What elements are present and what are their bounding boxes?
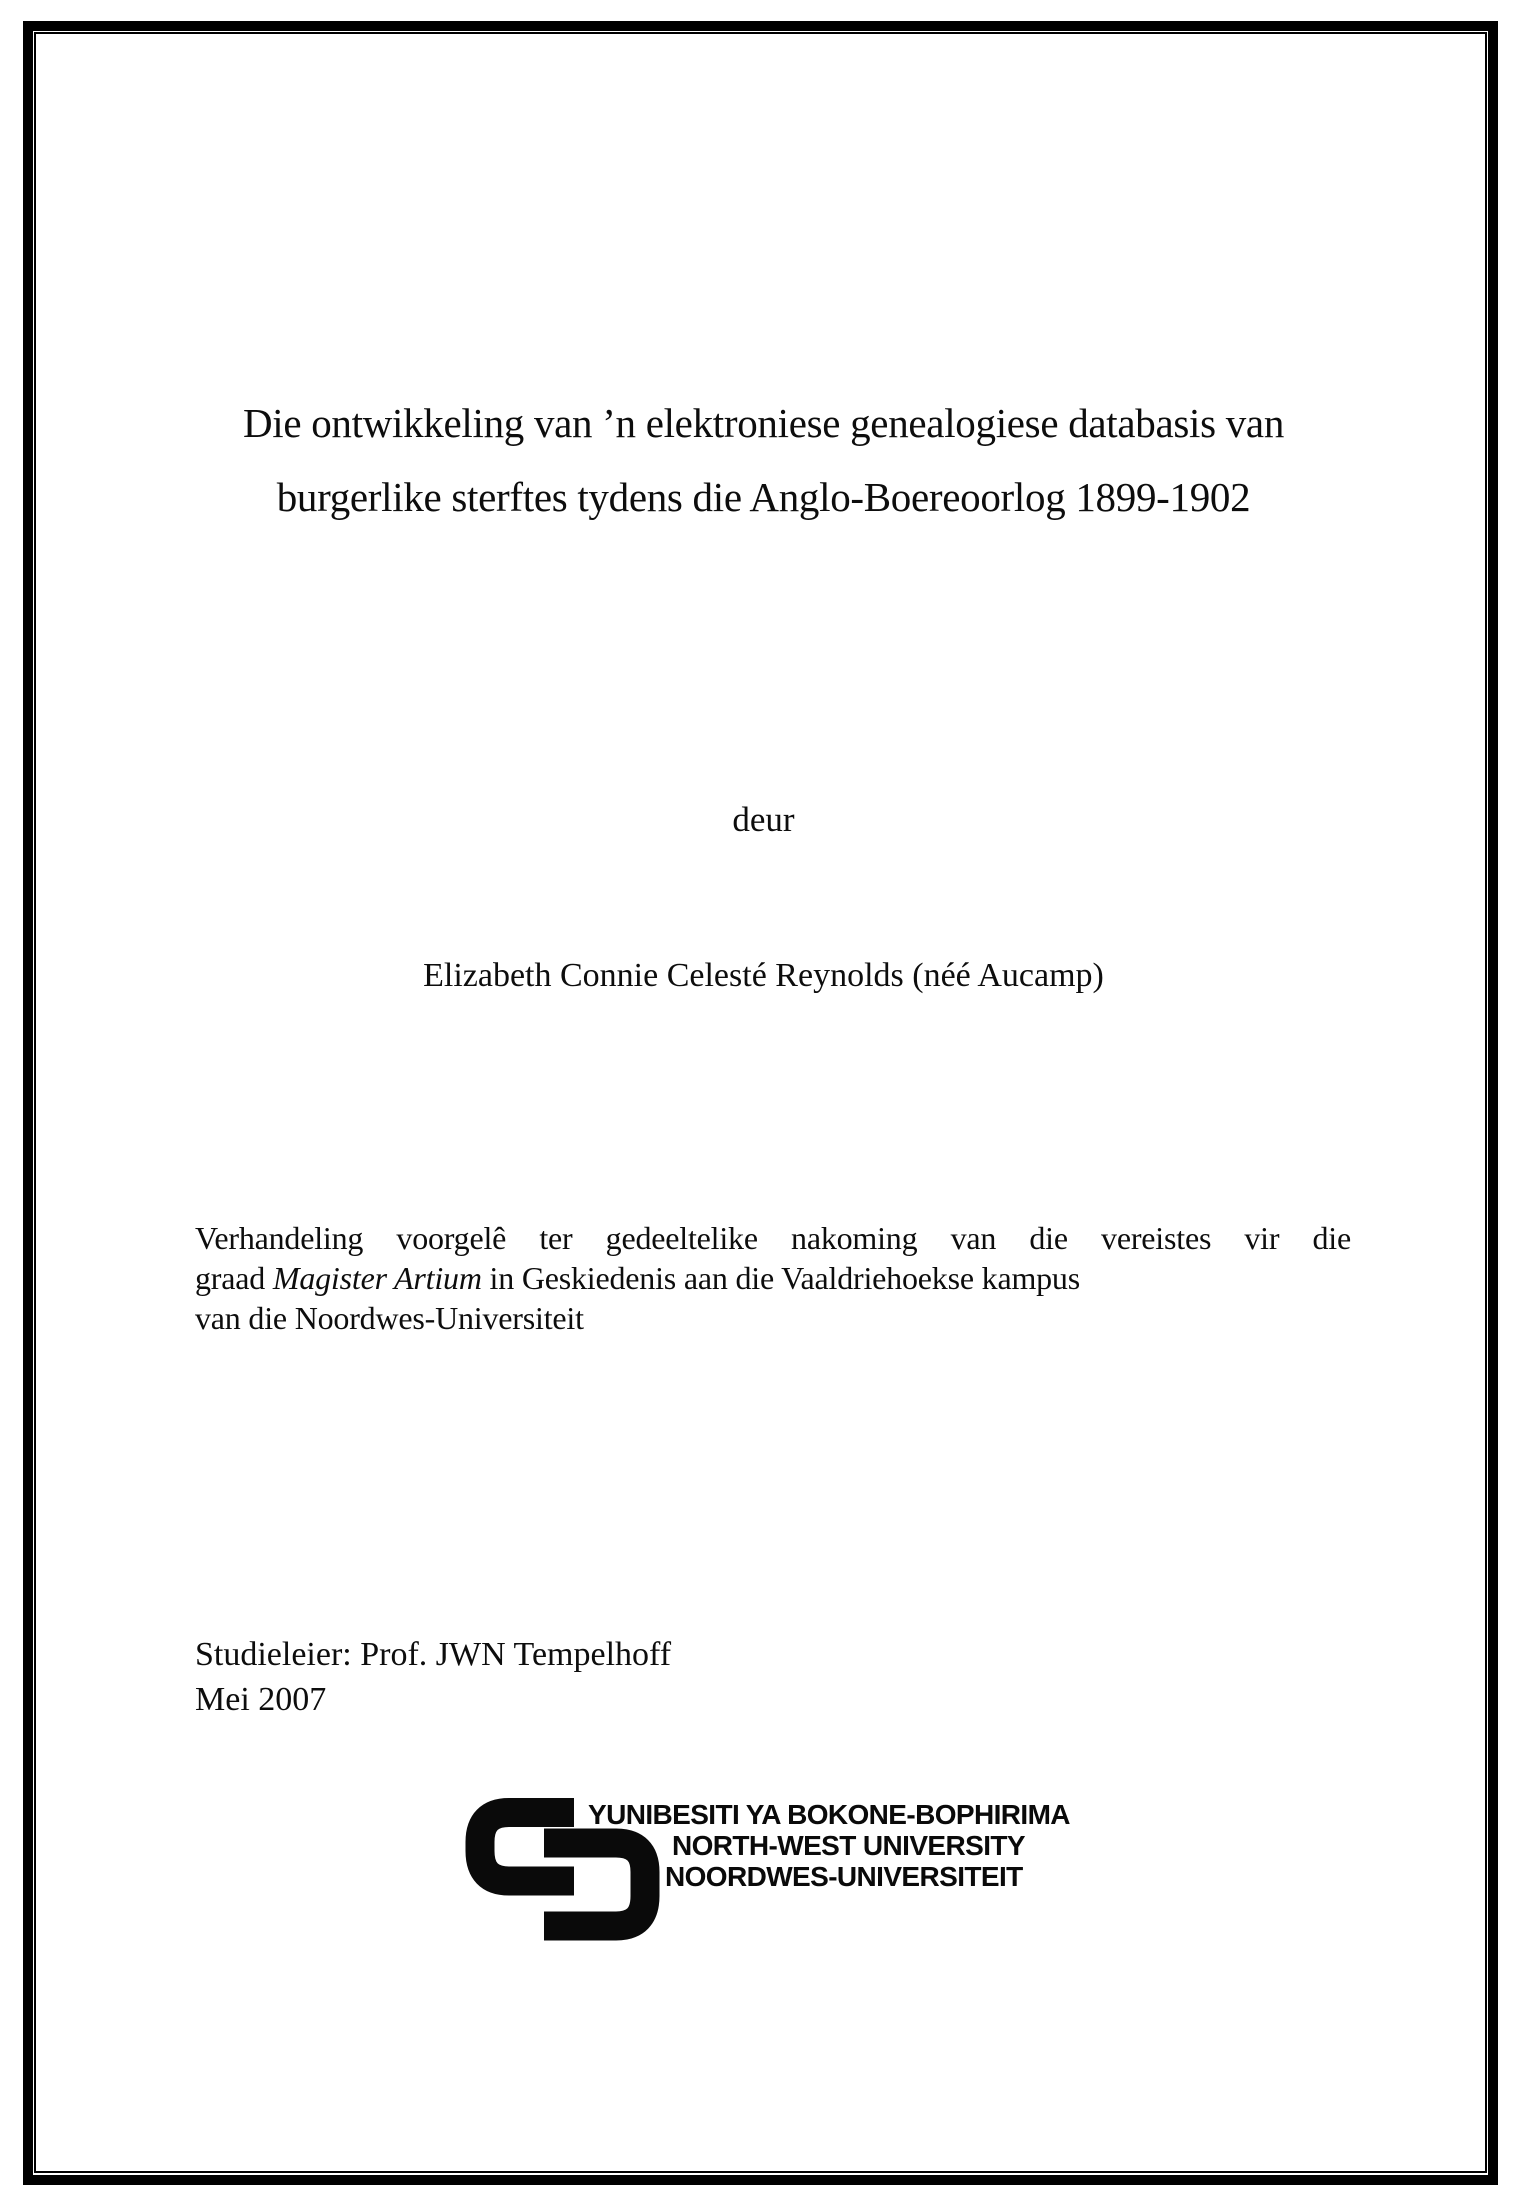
- thesis-title-line2: burgerlike sterftes tydens die Anglo-Boereoorlog 1899-1902: [276, 474, 1251, 520]
- date-line: Mei 2007: [195, 1681, 327, 1718]
- supervisor-line: Studieleier: Prof. JWN Tempelhoff: [195, 1636, 672, 1673]
- university-logo-text: [588, 1799, 1070, 1892]
- logo-line-setswana: YUNIBESITI YA BOKONE-BOPHIRIMA: [588, 1799, 1070, 1830]
- degree-statement-line2: [195, 1258, 1351, 1298]
- degree-statement: [195, 1218, 1351, 1338]
- logo-line-afrikaans: NOORDWES-UNIVERSITEIT: [665, 1861, 1023, 1892]
- degree-statement-line1: Verhandeling voorgelê ter gedeeltelike nakoming van die vereistes vir die: [195, 1220, 1351, 1256]
- logo-line-english: NORTH-WEST UNIVERSITY: [672, 1830, 1025, 1861]
- degree-statement-line3: van die Noordwes-Universiteit: [195, 1300, 584, 1336]
- supervisor-block: [195, 1632, 671, 1722]
- degree-line2-before: graad: [195, 1260, 273, 1296]
- byline-preposition: deur: [732, 800, 795, 839]
- author-name: Elizabeth Connie Celesté Reynolds (néé Aucamp): [423, 957, 1104, 994]
- thesis-title: [0, 386, 1527, 534]
- degree-line2-after: in Geskiedenis aan die Vaaldriehoekse kampus: [481, 1260, 1080, 1296]
- degree-line2-italic: Magister Artium: [272, 1260, 482, 1296]
- thesis-title-line1: Die ontwikkeling van ’n elektroniese genealogiese databasis van: [242, 400, 1285, 446]
